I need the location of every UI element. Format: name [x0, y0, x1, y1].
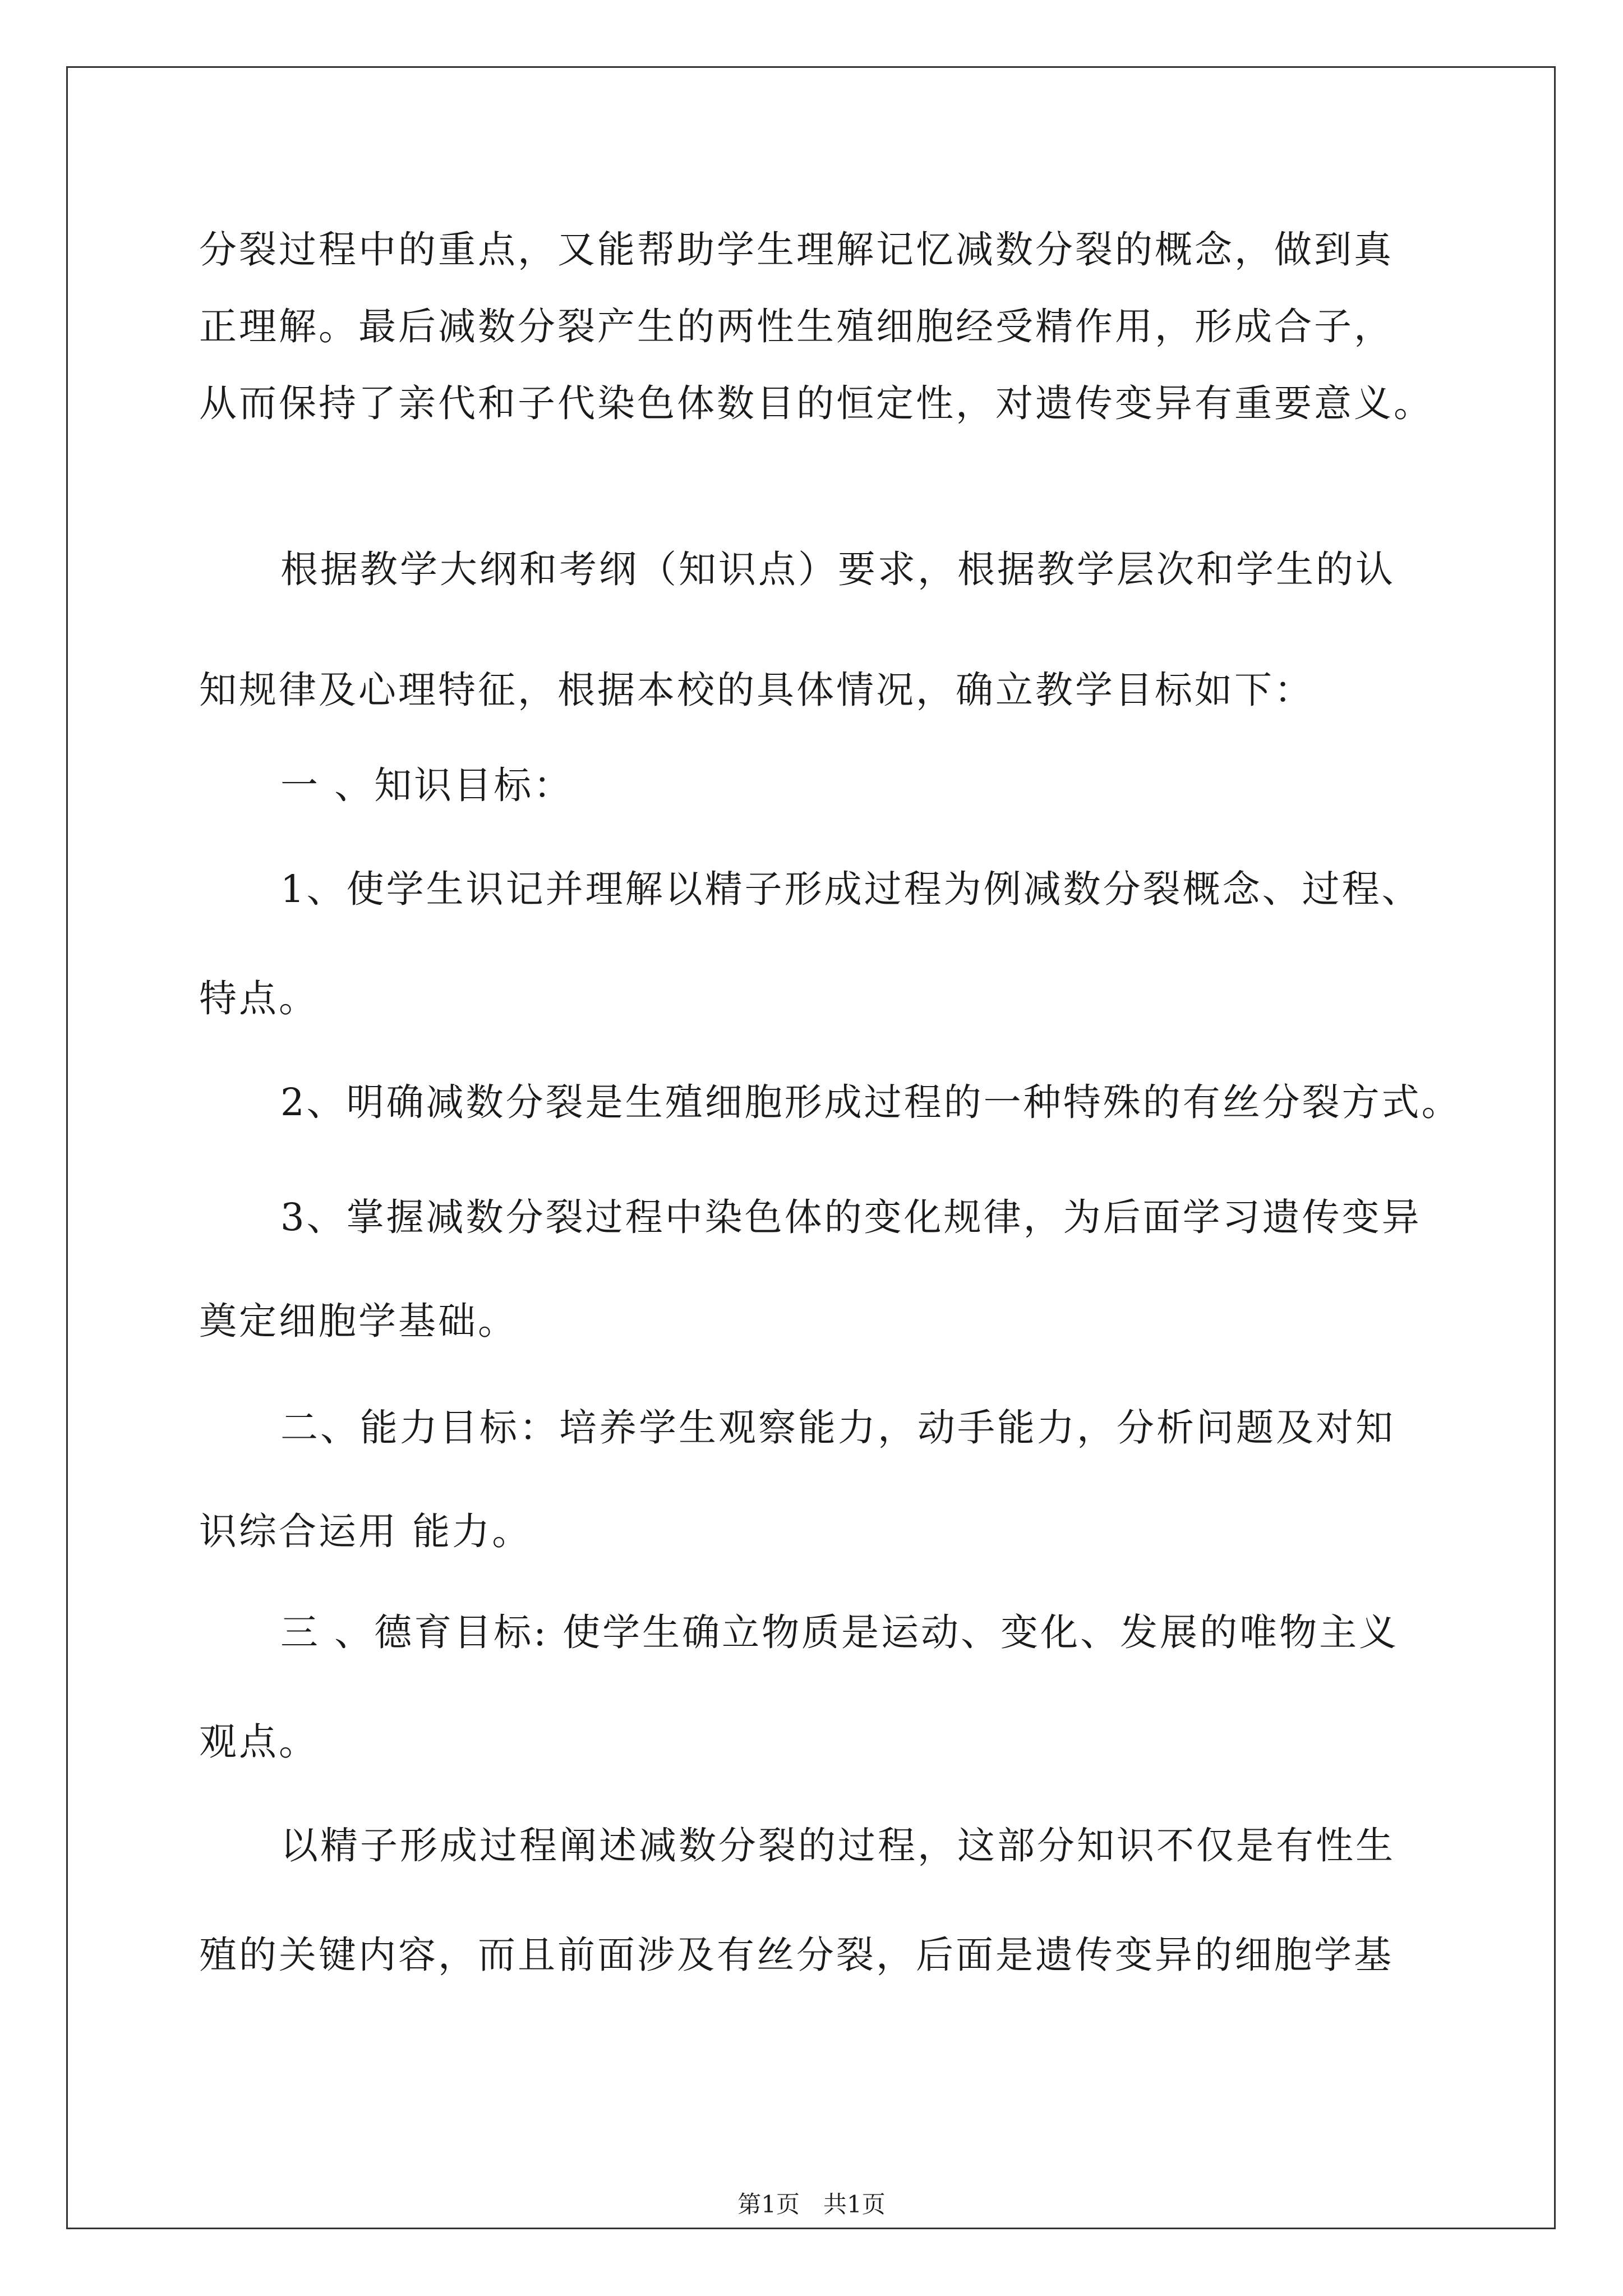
page-footer: 第1页 共1页	[737, 2191, 886, 2218]
body-line-13: 识综合运用 能力。	[199, 1510, 532, 1553]
body-line-2: 正理解。最后减数分裂产生的两性生殖细胞经受精作用，形成合子，	[199, 305, 1394, 348]
body-line-11: 奠定细胞学基础。	[199, 1299, 518, 1343]
body-line-7: 1、使学生识记并理解以精子形成过程为例减数分裂概念、过程、	[280, 867, 1422, 911]
body-line-5: 知规律及心理特征，根据本校的具体情况，确立教学目标如下：	[199, 668, 1314, 712]
body-line-9: 2、明确减数分裂是生殖细胞形成过程的一种特殊的有丝分裂方式。	[280, 1080, 1461, 1124]
body-line-12: 二、能力目标：培养学生观察能力，动手能力，分析问题及对知	[280, 1406, 1395, 1450]
body-line-4: 根据教学大纲和考纲（知识点）要求，根据教学层次和学生的认	[280, 547, 1395, 591]
body-line-16: 以精子形成过程阐述减数分裂的过程，这部分知识不仅是有性生	[280, 1824, 1395, 1867]
body-line-10: 3、掌握减数分裂过程中染色体的变化规律，为后面学习遗传变异	[280, 1195, 1422, 1239]
body-line-8: 特点。	[199, 977, 319, 1020]
body-line-1: 分裂过程中的重点，又能帮助学生理解记忆减数分裂的概念，做到真	[199, 228, 1394, 272]
body-line-15: 观点。	[199, 1720, 319, 1764]
body-line-14: 三 、德育目标: 使学生确立物质是运动、变化、发展的唯物主义	[280, 1611, 1399, 1654]
body-line-17: 殖的关键内容，而且前面涉及有丝分裂，后面是遗传变异的细胞学基	[199, 1933, 1394, 1977]
body-line-3: 从而保持了亲代和子代染色体数目的恒定性，对遗传变异有重要意义。	[199, 381, 1433, 425]
body-line-6: 一 、知识目标：	[280, 763, 574, 807]
